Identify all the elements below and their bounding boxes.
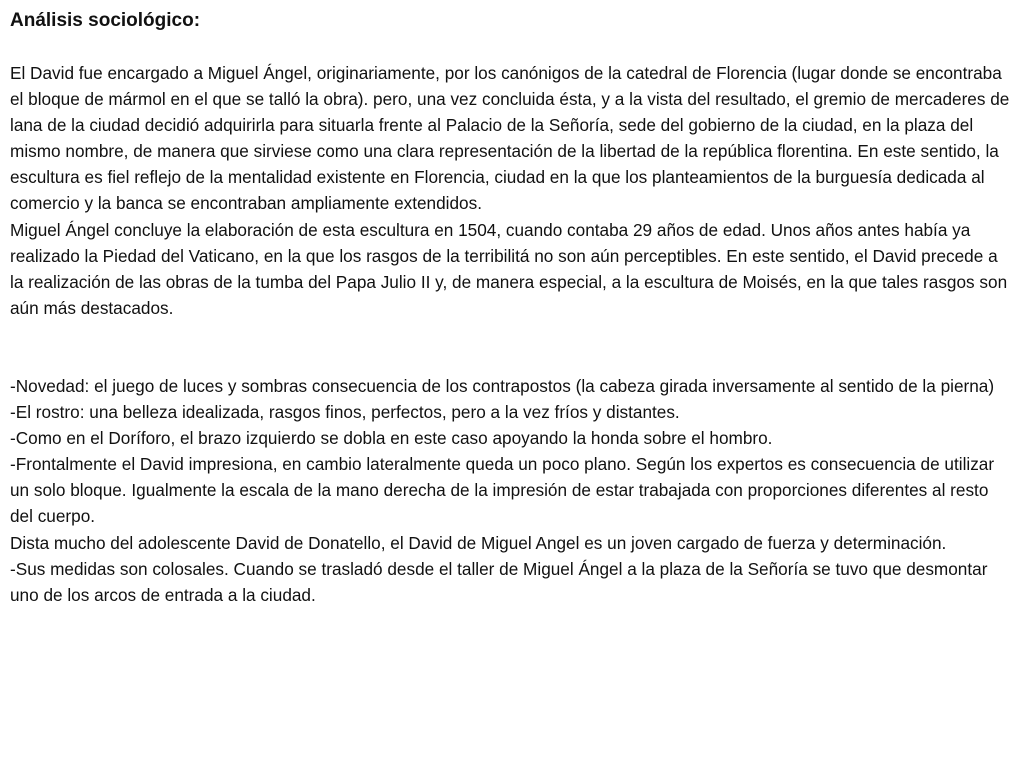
sociological-analysis-block [10, 60, 1014, 321]
slide-title: Análisis sociológico: [10, 10, 201, 31]
list-item-rostro: -El rostro: una belleza idealizada, rasgos finos, perfectos, pero a la vez fríos y distantes. [10, 402, 680, 423]
paragraph-completion: Miguel Ángel concluye la elaboración de esta escultura en 1504, cuando contaba 29 años de edad. Unos años antes había ya realizado la Piedad del Vaticano, en la que los rasgos de la terribilitá no son aún perceptibles. En este sentido, el David precede a la realización de las obras de la tumba del Papa Julio II y, de manera especial, a la escultura de Moisés, en la que tales rasgos son aún más destacados. [10, 219, 1008, 318]
list-item-medidas: -Sus medidas son colosales. Cuando se trasladó desde el taller de Miguel Ángel a la plaza de la Señoría se tuvo que desmontar uno de los arcos de entrada a la ciudad. [10, 558, 988, 605]
list-item-frontalmente: -Frontalmente el David impresiona, en cambio lateralmente queda un poco plano. Según los expertos es consecuencia de utilizar un solo bloque. Igualmente la escala de la mano derecha de la impresión de estar trabajada con proporciones diferentes al resto del cuerpo. [10, 454, 995, 527]
list-item-donatello: Dista mucho del adolescente David de Donatello, el David de Miguel Angel es un joven cargado de fuerza y determinación. [10, 532, 947, 553]
features-list-block [10, 373, 1014, 608]
list-item-doriforo: -Como en el Doríforo, el brazo izquierdo se dobla en este caso apoyando la honda sobre el hombro. [10, 428, 773, 449]
paragraph-commission: El David fue encargado a Miguel Ángel, originariamente, por los canónigos de la catedral de Florencia (lugar donde se encontraba el bloque de mármol en el que se talló la obra). pero, una vez concluida ésta, y a la vista del resultado, el gremio de mercaderes de lana de la ciudad decidió adquirirla para situarla frente al Palacio de la Señoría, sede del gobierno de la ciudad, en la plaza del mismo nombre, de manera que sirviese como una clara representación de la libertad de la república florentina. En este sentido, la escultura es fiel reflejo de la mentalidad existente en Florencia, ciudad en la que los planteamientos de la burguesía dedicada al comercio y la banca se encontraban ampliamente extendidos. [10, 63, 1010, 214]
list-item-novedad: -Novedad: el juego de luces y sombras consecuencia de los contrapostos (la cabeza girada inversamente al sentido de la pierna) [10, 375, 995, 396]
spacer [10, 321, 1014, 373]
slide [10, 8, 1014, 760]
